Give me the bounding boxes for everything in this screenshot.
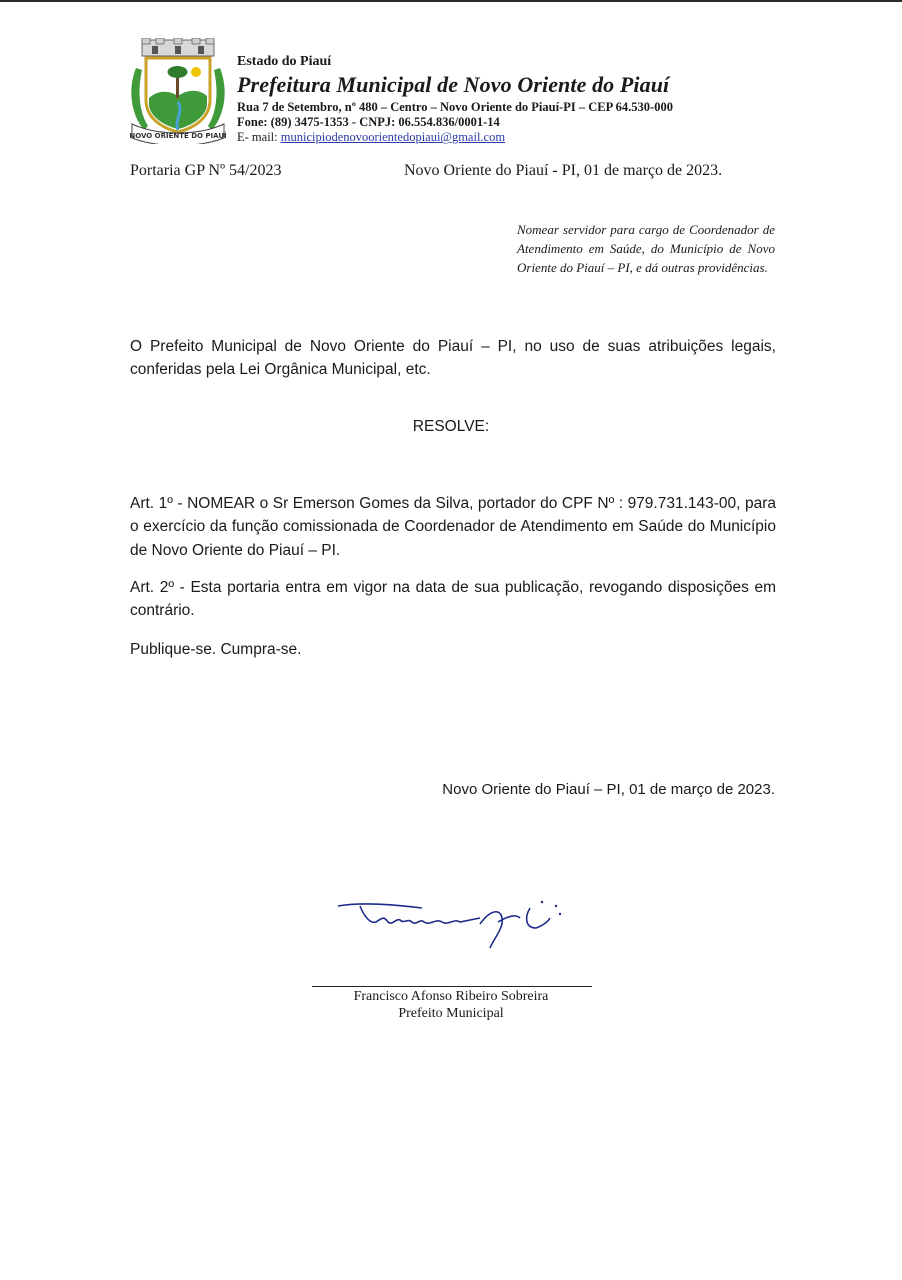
footer-place-date: Novo Oriente do Piauí – PI, 01 de março de 2023. — [442, 781, 775, 798]
email-link[interactable]: municipiodenovoorientedopiaui@gmail.com — [280, 130, 506, 145]
municipal-crest-icon — [128, 38, 228, 144]
phone-cnpj: Fone: (89) 3475-1353 - CNPJ: 06.554.836/0001-14 — [237, 115, 500, 130]
article-1: Art. 1º - NOMEAR o Sr Emerson Gomes da Silva, portador do CPF Nº : 979.731.143-00, para o exercício da função comissionada de Coordenador de Atendimento em Saúde do Município de Novo Oriente do Piauí – PI. — [130, 495, 776, 559]
ordinance-summary: Nomear servidor para cargo de Coordenador de Atendimento em Saúde, do Município de Novo Oriente do Piauí – PI, e dá outras providências. — [517, 222, 775, 275]
email-line — [237, 130, 857, 145]
closing-formula: Publique-se. Cumpra-se. — [130, 641, 302, 658]
handwritten-signature — [330, 888, 580, 958]
signer-name: Francisco Afonso Ribeiro Sobreira — [353, 989, 549, 1004]
letterhead — [237, 54, 857, 145]
signer-role: Prefeito Municipal — [398, 1006, 504, 1021]
address: Rua 7 de Setembro, nº 480 – Centro – Novo Oriente do Piauí-PI – CEP 64.530-000 — [237, 100, 673, 115]
crest-banner-text: NOVO ORIENTE DO PIAUÍ — [129, 132, 227, 140]
resolve-heading: RESOLVE: — [412, 418, 490, 435]
signature-line — [312, 986, 592, 987]
page-top-border — [0, 0, 902, 2]
email-label: E- mail: — [237, 130, 278, 145]
ordinance-number: Portaria GP Nº 54/2023 — [130, 162, 282, 179]
state-name: Estado do Piauí — [237, 54, 332, 69]
preamble: O Prefeito Municipal de Novo Oriente do Piauí – PI, no uso de suas atribuições legais, conferidas pela Lei Orgânica Municipal, etc. — [130, 338, 776, 379]
city-hall-name: Prefeitura Municipal de Novo Oriente do Piauí — [237, 71, 670, 97]
article-2: Art. 2º - Esta portaria entra em vigor na data de sua publicação, revogando disposições em contrário. — [130, 579, 776, 620]
ordinance-date: Novo Oriente do Piauí - PI, 01 de março de 2023. — [404, 162, 723, 179]
